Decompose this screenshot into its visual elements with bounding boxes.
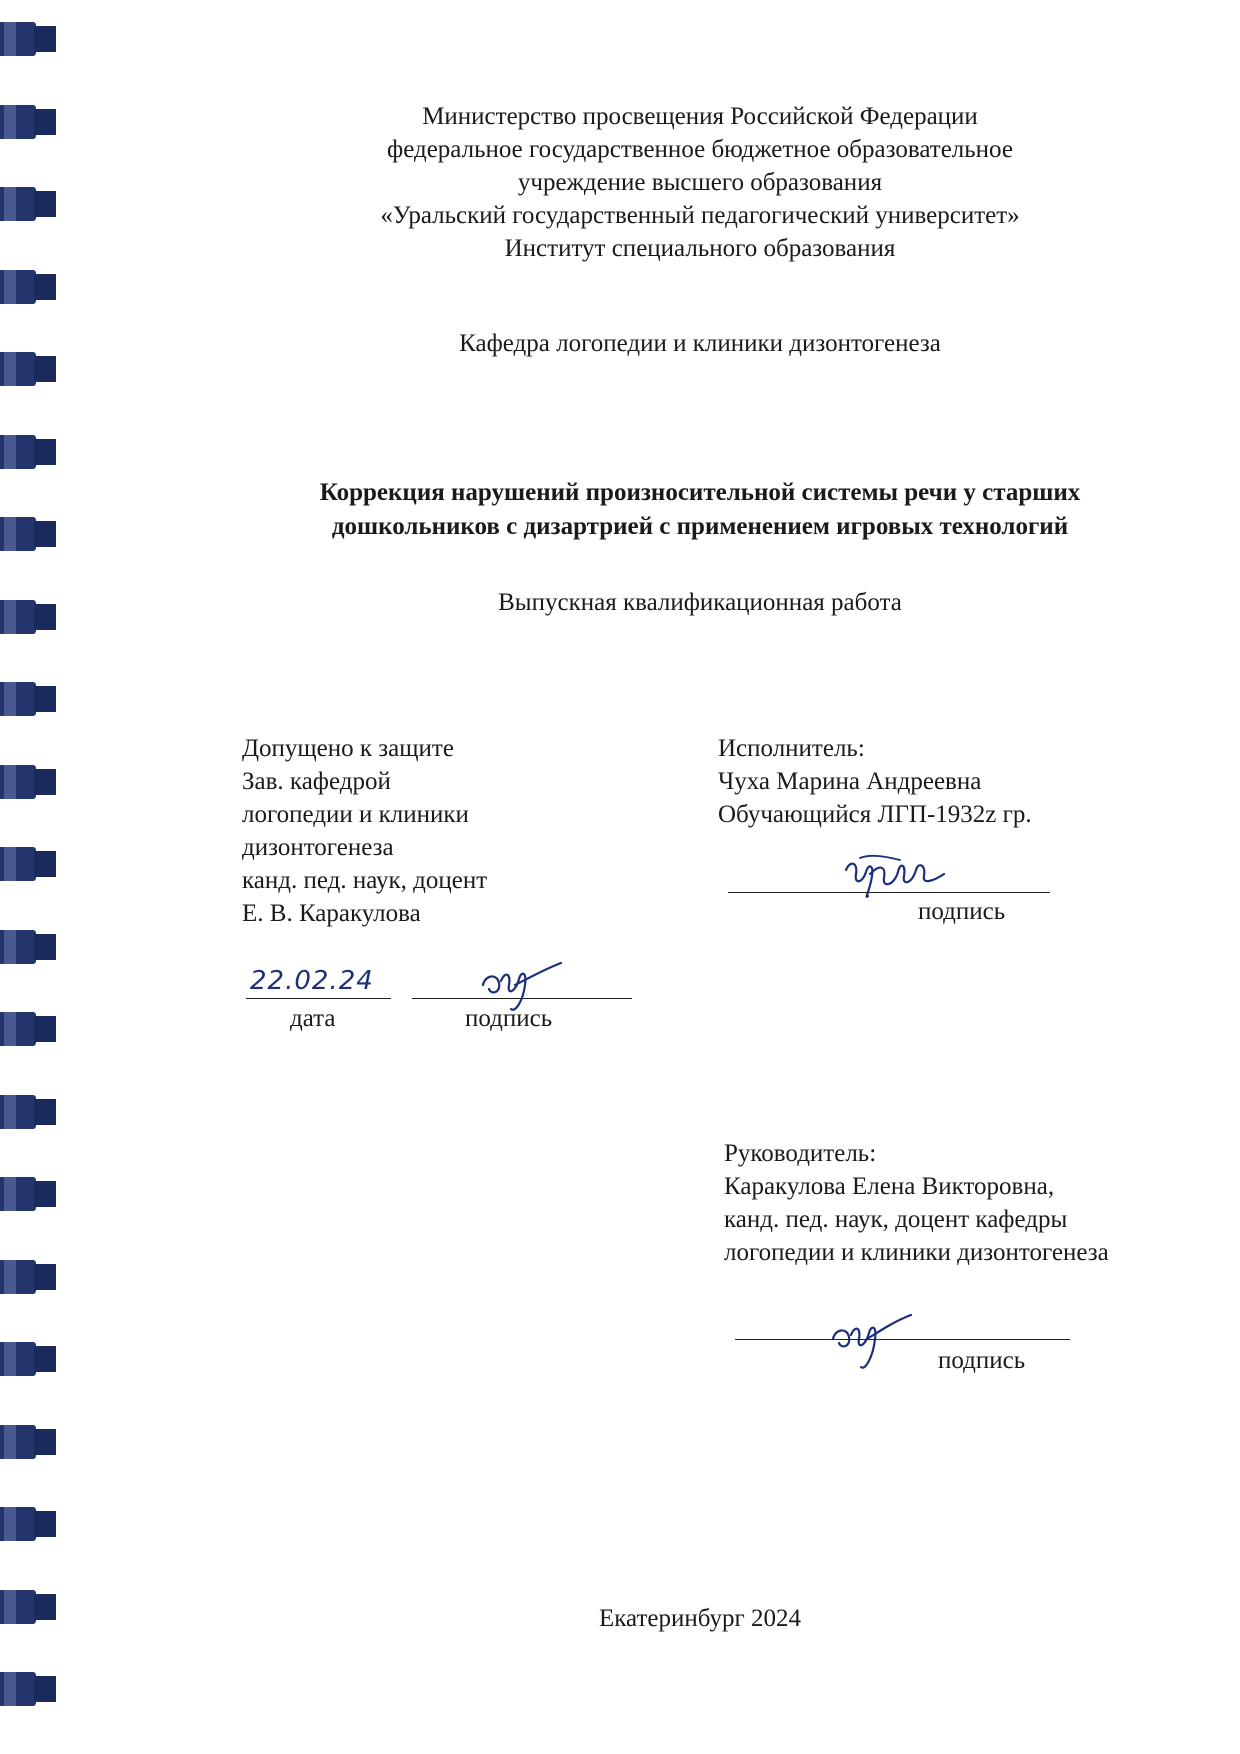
binding-loop (0, 1008, 60, 1048)
binding-loop (0, 266, 60, 306)
org-line-1: федеральное государственное бюджетное образовательное (387, 136, 1013, 163)
binding-loop (0, 1586, 60, 1626)
admission-signature-label: подпись (465, 1005, 553, 1032)
supervisor-block (724, 1137, 1109, 1269)
executor-line-1: Исполнитель: (718, 735, 865, 762)
binding-loop (0, 926, 60, 966)
binding-loop (0, 18, 60, 58)
binding-loop (0, 1503, 60, 1543)
binding-loop (0, 1338, 60, 1378)
binding-loop (0, 183, 60, 223)
date-line (246, 998, 391, 999)
admission-line-4: дизонтогенеза (242, 834, 394, 861)
city-year: Екатеринбург 2024 (598, 1605, 802, 1632)
binding-loop (0, 348, 60, 388)
binding-loop (0, 843, 60, 883)
supervisor-signature-label: подпись (938, 1347, 1026, 1374)
department-line: Кафедра логопедии и клиники дизонтогенеза (459, 330, 941, 357)
executor-block (718, 732, 1032, 831)
supervisor-signature-line (735, 1339, 1070, 1340)
admission-block (242, 732, 487, 930)
binding-loop (0, 1256, 60, 1296)
admission-line-1: Допущено к защите (242, 735, 454, 762)
executor-line-3: Обучающийся ЛГП-1932z гр. (718, 801, 1032, 828)
thesis-title-line-1: Коррекция нарушений произносительной системы речи у старших (319, 479, 1081, 506)
binding-loop (0, 1668, 60, 1708)
binding-loop (0, 513, 60, 553)
supervisor-signature (825, 1305, 915, 1375)
work-type: Выпускная квалификационная работа (498, 589, 902, 616)
supervisor-line-3: канд. пед. наук, доцент кафедры (724, 1206, 1068, 1233)
binding-loop (0, 596, 60, 636)
spiral-binding (0, 0, 70, 1754)
date-label: дата (290, 1005, 336, 1032)
admission-line-3: логопедии и клиники (242, 801, 469, 828)
admission-line-6: Е. В. Каракулова (242, 900, 421, 927)
thesis-title (200, 476, 1200, 544)
binding-loop (0, 1421, 60, 1461)
executor-signature-line (728, 892, 1050, 893)
binding-loop (0, 678, 60, 718)
binding-loop (0, 101, 60, 141)
supervisor-line-4: логопедии и клиники дизонтогенеза (724, 1239, 1109, 1266)
executor-line-2: Чуха Марина Андреевна (718, 768, 982, 795)
binding-loop (0, 431, 60, 471)
binding-loop (0, 761, 60, 801)
admission-line-5: канд. пед. наук, доцент (242, 867, 488, 894)
org-line-2: учреждение высшего образования (517, 169, 883, 196)
binding-loop (0, 1173, 60, 1213)
binding-loop (0, 1091, 60, 1131)
university-line: «Уральский государственный педагогический университет» (380, 202, 1020, 229)
supervisor-line-2: Каракулова Елена Викторовна, (724, 1173, 1055, 1200)
admission-line-2: Зав. кафедрой (242, 768, 391, 795)
header-block (200, 100, 1200, 265)
thesis-title-line-2: дошкольников с дизартрией с применением игровых технологий (331, 513, 1069, 540)
executor-signature-label: подпись (918, 898, 1006, 925)
handwritten-date: 22.02.24 (250, 966, 374, 996)
ministry-line: Министерство просвещения Российской Федерации (422, 103, 978, 130)
supervisor-line-1: Руководитель: (724, 1140, 877, 1167)
institute-line: Институт специального образования (504, 235, 896, 262)
